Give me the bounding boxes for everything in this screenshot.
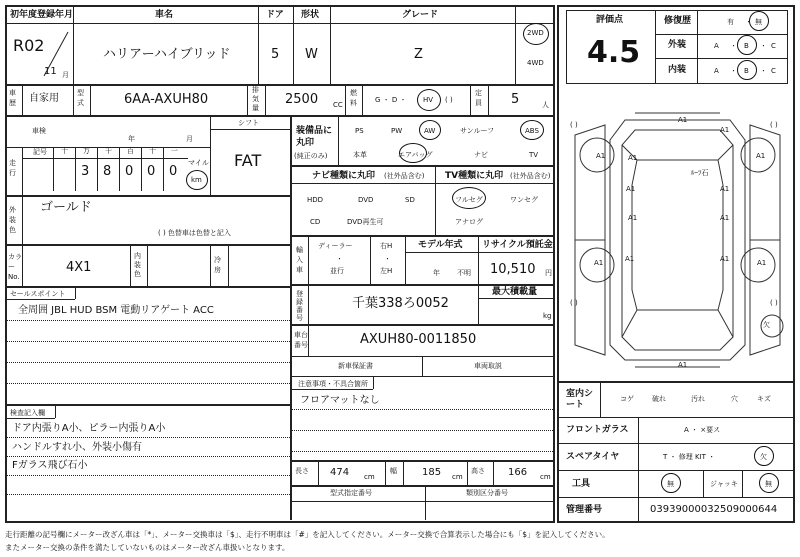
- repair-dot: ・: [745, 18, 752, 26]
- divider: [697, 10, 698, 84]
- import-dealer: ディーラー: [318, 242, 353, 250]
- divider: [290, 485, 555, 487]
- height-value: 166: [508, 467, 528, 478]
- tools-label: 工具: [572, 479, 591, 489]
- ruled-line: [5, 341, 290, 342]
- shift-value: FAT: [234, 151, 262, 170]
- divider: [557, 443, 795, 444]
- height-label: 高さ: [471, 467, 485, 475]
- equip-abs: ABS: [525, 127, 539, 135]
- divider: [55, 404, 56, 418]
- divider: [385, 460, 386, 485]
- divider: [210, 244, 211, 286]
- notes-value: フロアマットなし: [300, 395, 380, 406]
- max-load-label: 最大積載量: [492, 287, 538, 297]
- category-number: 類別区分番号: [466, 489, 508, 497]
- seat-opt-5: キズ: [757, 395, 771, 403]
- divider: [478, 298, 555, 299]
- width-unit: cm: [452, 473, 463, 481]
- import-right-h: 右H: [380, 242, 393, 250]
- spare-options: T ・ 修理 KIT ・: [663, 453, 716, 461]
- ruled-line: [5, 475, 290, 476]
- mileage-cell-divider: [97, 147, 98, 191]
- divider: [75, 286, 76, 299]
- shift-label: シフト: [238, 119, 259, 127]
- divider: [5, 404, 290, 406]
- divider: [600, 381, 601, 417]
- import-dot: ・: [336, 255, 343, 263]
- damage-mark: A1: [626, 185, 636, 193]
- divider: [557, 470, 795, 471]
- divider: [293, 5, 294, 84]
- capacity-label: 定員: [475, 89, 482, 107]
- capacity-unit: 人: [542, 101, 549, 109]
- shape-label: 形状: [301, 10, 320, 20]
- model-year-value: 不明: [457, 269, 471, 277]
- inspection-month: 月: [186, 135, 193, 143]
- color-value: ゴールド: [40, 200, 92, 215]
- eval-value: 4.5: [587, 35, 641, 70]
- interior-dot-2: ・: [760, 67, 767, 75]
- repair-label: 修復歴: [664, 16, 692, 26]
- divider: [130, 244, 131, 286]
- mileage-note-header: 記号: [33, 148, 47, 156]
- divider: [515, 5, 516, 84]
- divider: [345, 84, 346, 115]
- nav-sd: SD: [405, 196, 415, 204]
- damage-mark: A1: [720, 126, 730, 134]
- divider: [308, 235, 309, 284]
- color-label: 外装色: [9, 206, 16, 234]
- footer-line-1: 走行距離の記号欄にメーター改ざん車は「*」、メーター交換車は「$」、走行不明車は「#」を記入してください。メーター交換で合算表示した場合にも「$」を記入してください。: [5, 530, 610, 539]
- mileage-digit-header: 百: [127, 147, 134, 155]
- tv-label-sub: (社外品含む): [510, 172, 551, 180]
- sales-point-value: 全周囲 JBL HUD BSM 電動リアゲート ACC: [18, 305, 214, 316]
- recycle-label: リサイクル預託金: [482, 240, 553, 250]
- usage-label: 車歴: [9, 89, 16, 107]
- spare-label: スペアタイヤ: [566, 452, 620, 462]
- inspector-line-3: Fガラス飛び石小: [12, 460, 88, 471]
- cc-unit: CC: [333, 101, 343, 109]
- equip-tv: TV: [529, 151, 539, 159]
- nav-label: ナビ種類に丸印: [312, 171, 376, 181]
- jack-value: 無: [765, 480, 772, 488]
- type-designation: 型式指定番号: [330, 489, 372, 497]
- equip-ps: PS: [355, 127, 364, 135]
- divider: [210, 115, 211, 195]
- tv-label: TV種類に丸印: [445, 171, 504, 181]
- ruled-line: [290, 451, 555, 452]
- tv-fullseg: フルセグ: [455, 196, 483, 204]
- windshield-label: フロントガラス: [566, 425, 629, 435]
- divider: [290, 324, 555, 326]
- damage-mark: A1: [678, 361, 688, 369]
- shape-value: W: [305, 47, 318, 62]
- drive-4wd: 4WD: [527, 59, 544, 67]
- color-code-label: カラーNo.: [8, 253, 22, 281]
- ruled-line: [5, 456, 290, 457]
- divider: [467, 460, 468, 485]
- ruled-line: [5, 437, 290, 438]
- mgmt-value: 03939000032509000644: [650, 504, 778, 515]
- divider: [290, 501, 555, 502]
- divider: [73, 84, 74, 115]
- seat-opt-2: 破れ: [652, 395, 666, 403]
- ruled-line: [5, 362, 290, 363]
- equip-sunroof: サンルーフ: [460, 127, 495, 135]
- divider: [655, 10, 656, 84]
- exterior-a: A: [714, 42, 719, 50]
- divider: [247, 84, 248, 115]
- divider: [265, 84, 266, 115]
- equipment-sublabel: (純正のみ): [294, 152, 328, 160]
- divider: [22, 147, 23, 195]
- mileage-cell-divider: [53, 147, 54, 191]
- chassis-value: AXUH80-0011850: [360, 332, 477, 347]
- warranty: 新車保証書: [338, 362, 373, 370]
- damage-mark: A1: [594, 259, 604, 267]
- divider: [422, 356, 423, 376]
- interior-a: A: [714, 67, 719, 75]
- mileage-digit: 0: [169, 164, 178, 179]
- color-note: ( ) 色替車は色替と記入: [158, 229, 231, 237]
- car-name-label: 車名: [155, 10, 174, 20]
- door-value: 5: [271, 47, 280, 62]
- damage-mark: ﾙｰﾌ石: [691, 169, 709, 177]
- interior-dot-1: ・: [730, 67, 737, 75]
- interior-b: B: [744, 67, 749, 75]
- divider: [362, 84, 363, 115]
- nav-label-sub: (社外品含む): [384, 172, 425, 180]
- ruled-line: [5, 320, 290, 321]
- damage-mark: A1: [720, 185, 730, 193]
- reg-label: 登録番号: [296, 290, 303, 322]
- damage-mark: 欠: [763, 321, 770, 329]
- interior-label: 内装: [668, 65, 687, 75]
- seat-label: 室内シート: [566, 389, 594, 410]
- divider: [330, 5, 331, 84]
- divider: [5, 418, 55, 419]
- diagram-paren-3: ( ): [570, 299, 578, 307]
- exterior-b: B: [744, 42, 749, 50]
- inspector-line-2: ハンドルすれ小、外装小傷有: [12, 442, 142, 453]
- interior-c: C: [771, 67, 776, 75]
- exterior-label: 外装: [668, 40, 687, 50]
- divider: [22, 84, 23, 115]
- divider: [5, 195, 290, 197]
- mileage-digit-header: 一: [171, 147, 178, 155]
- equip-navi: ナビ: [474, 151, 488, 159]
- divider: [308, 284, 309, 356]
- first-reg-value: R02: [13, 36, 45, 55]
- exterior-c: C: [771, 42, 776, 50]
- divider: [655, 58, 788, 59]
- divider: [73, 5, 74, 84]
- width-value: 185: [422, 467, 442, 478]
- tv-analog: アナログ: [455, 218, 483, 226]
- mgmt-label: 管理番号: [566, 505, 603, 515]
- interior-color-label: 内装色: [134, 252, 141, 278]
- divider: [228, 244, 229, 286]
- notes-label: 注意事項・不具合箇所: [298, 380, 368, 388]
- damage-mark: A1: [720, 214, 730, 222]
- divider: [478, 235, 479, 284]
- mileage-cell-divider: [141, 147, 142, 191]
- divider: [638, 417, 639, 523]
- nav-cd: CD: [310, 218, 321, 226]
- divider: [210, 129, 290, 130]
- equip-airbag: エアバッグ: [398, 151, 433, 159]
- fuel-other: ( ): [445, 96, 453, 104]
- usage-value: 自家用: [29, 93, 59, 104]
- damage-mark: A1: [678, 116, 688, 124]
- chassis-label: 車台番号: [294, 331, 308, 349]
- height-unit: cm: [540, 473, 551, 481]
- ruled-line: [290, 409, 555, 410]
- grade-value: Z: [414, 47, 423, 62]
- divider: [703, 470, 704, 497]
- divider: [557, 417, 795, 418]
- repair-none: 無: [755, 18, 762, 26]
- model-year-unit: 年: [433, 269, 440, 277]
- divider: [405, 252, 555, 253]
- divider: [742, 470, 743, 497]
- length-unit: cm: [364, 473, 375, 481]
- divider: [488, 84, 489, 115]
- capacity-value: 5: [511, 92, 520, 107]
- divider: [403, 460, 404, 485]
- car-name-value: ハリアーハイブリッド: [103, 47, 231, 62]
- damage-mark: A1: [596, 152, 606, 160]
- import-left-h: 左H: [380, 267, 393, 275]
- windshield-value: A ・ ×要ス: [684, 426, 721, 434]
- divider: [435, 165, 436, 235]
- equip-pw: PW: [391, 127, 403, 135]
- manual: 車両取説: [474, 362, 502, 370]
- recycle-value: 10,510: [490, 262, 536, 277]
- color-code-value: 4X1: [66, 260, 92, 275]
- divider: [290, 183, 555, 184]
- diagram-paren-2: ( ): [770, 121, 778, 129]
- divider: [5, 115, 555, 117]
- damage-mark: A1: [756, 152, 766, 160]
- diagram-paren-4: ( ): [770, 299, 778, 307]
- mileage-digit: 0: [125, 164, 134, 179]
- divider: [373, 376, 374, 389]
- divider: [5, 286, 290, 288]
- displacement-label: 排気量: [252, 86, 259, 112]
- mileage-label: 走行: [9, 159, 16, 177]
- divider: [258, 5, 259, 84]
- mileage-digit-header: 十: [61, 147, 68, 155]
- reg-value: 千葉338ろ0052: [352, 296, 449, 311]
- divider: [5, 23, 555, 24]
- divider: [425, 485, 426, 520]
- divider: [147, 244, 148, 286]
- mileage-digit-header: 万: [83, 147, 90, 155]
- jack-label: ジャッキ: [710, 480, 738, 488]
- spare-selected: 欠: [760, 453, 767, 461]
- displacement-value: 2500: [285, 92, 319, 107]
- footer-line-2: またメーター交換の条件を満たしていないものはメーター改ざん車扱いとなります。: [5, 543, 290, 552]
- import-dot-2: ・: [384, 255, 391, 263]
- exterior-dot-1: ・: [730, 42, 737, 50]
- width-label: 幅: [390, 467, 397, 475]
- damage-mark: A1: [625, 255, 635, 263]
- ruled-line: [5, 494, 290, 495]
- divider: [318, 460, 319, 485]
- model-year-label: モデル年式: [418, 240, 463, 250]
- divider: [478, 284, 479, 324]
- divider: [338, 115, 339, 165]
- mileage-cell-divider: [75, 147, 76, 191]
- divider: [370, 235, 371, 284]
- nav-dvd: DVD: [358, 196, 374, 204]
- sales-point-label: セールスポイント: [10, 290, 66, 298]
- nav-dvd-play: DVD再生可: [347, 218, 384, 226]
- damage-mark: A1: [720, 255, 730, 263]
- seat-opt-1: コゲ: [620, 395, 634, 403]
- inspection-year: 年: [128, 135, 135, 143]
- mileage-unit-miles: マイル: [188, 159, 209, 167]
- mileage-digit: 0: [147, 164, 156, 179]
- mileage-digit: 3: [81, 164, 90, 179]
- divider: [22, 195, 23, 244]
- divider: [290, 235, 555, 237]
- mileage-digit-header: 十: [149, 147, 156, 155]
- divider: [470, 84, 471, 115]
- divider: [90, 84, 91, 115]
- import-parallel: 並行: [330, 267, 344, 275]
- divider: [290, 165, 555, 167]
- nav-hdd: HDD: [307, 196, 324, 204]
- length-value: 474: [330, 467, 350, 478]
- divider: [290, 284, 555, 286]
- seat-opt-3: 汚れ: [691, 395, 705, 403]
- repair-yes: 有: [727, 18, 734, 26]
- mileage-cell-divider: [163, 147, 164, 191]
- divider: [290, 389, 373, 390]
- mileage-digit-header: 千: [105, 147, 112, 155]
- equip-leather: 本革: [353, 151, 367, 159]
- door-label: ドア: [266, 10, 284, 20]
- seat-opt-4: 穴: [731, 395, 738, 403]
- grade-label: グレード: [402, 10, 439, 20]
- mileage-digit: 8: [103, 164, 112, 179]
- inspector-line-1: ドア内張りA小、ピラー内張りA小: [12, 423, 166, 434]
- damage-mark: A1: [628, 154, 638, 162]
- damage-mark: A1: [628, 214, 638, 222]
- divider: [405, 235, 406, 284]
- month-unit: 月: [62, 71, 69, 79]
- damage-mark: A1: [757, 259, 767, 267]
- ac-label: 冷房: [214, 256, 221, 274]
- model-label: 型式: [77, 89, 84, 107]
- first-reg-month: 11: [44, 66, 57, 77]
- divider: [290, 460, 555, 462]
- drive-2wd: 2WD: [527, 29, 544, 37]
- divider: [5, 84, 555, 86]
- recycle-yen: 円: [545, 269, 552, 277]
- ruled-line: [5, 383, 290, 384]
- tv-oneseg: ワンセグ: [510, 196, 538, 204]
- ruled-line: [290, 430, 555, 431]
- exterior-dot-2: ・: [760, 42, 767, 50]
- divider: [5, 299, 75, 300]
- fuel-selected: HV: [423, 96, 434, 104]
- inspector-label: 検査記入欄: [10, 409, 45, 417]
- fuel-label: 燃料: [350, 89, 357, 107]
- mileage-unit-km: km: [191, 176, 202, 184]
- mileage-cell-divider: [119, 147, 120, 191]
- divider: [290, 376, 555, 377]
- equip-aw: AW: [424, 127, 436, 135]
- car-diagram: [565, 105, 790, 375]
- model-value: 6AA-AXUH80: [124, 92, 209, 107]
- inspection-label: 車検: [32, 127, 46, 135]
- diagram-paren-1: ( ): [570, 121, 578, 129]
- divider: [22, 244, 23, 286]
- length-label: 長さ: [295, 467, 309, 475]
- first-reg-label: 初年度登録年月: [10, 10, 74, 20]
- divider: [557, 497, 795, 498]
- import-label: 輸入車: [296, 246, 303, 274]
- divider: [493, 460, 494, 485]
- tools-value: 無: [667, 480, 674, 488]
- eval-label: 評価点: [596, 15, 624, 25]
- max-load-kg: kg: [543, 312, 552, 320]
- fuel-options: G ・ D ・: [375, 96, 407, 104]
- divider: [655, 34, 788, 35]
- equipment-label: 装備品に丸印: [296, 126, 333, 148]
